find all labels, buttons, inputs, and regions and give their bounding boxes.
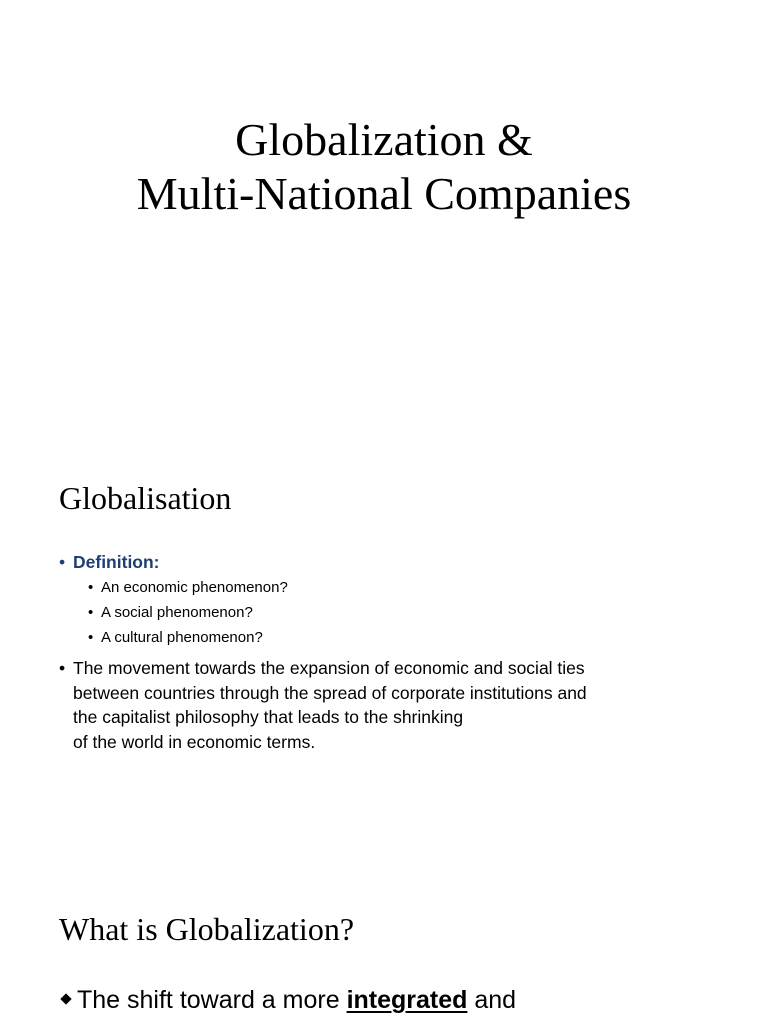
movement-line-3: the capitalist philosophy that leads to the shrinking <box>73 707 464 727</box>
movement-line-4: of the world in economic terms. <box>73 731 316 752</box>
bullet-suffix: and <box>467 986 517 1014</box>
bullet-prefix: The shift toward a more <box>77 986 347 1014</box>
movement-line-2: between countries through the spread of corporate institutions and <box>73 682 587 703</box>
integrated-emphasis: integrated <box>346 986 468 1014</box>
globalisation-heading: Globalisation <box>59 480 232 516</box>
title-line-1: Globalization & <box>235 114 533 165</box>
sub-item-cultural: • A cultural phenomenon? <box>88 626 288 651</box>
movement-line-1: • The movement towards the expansion of economic and social ties <box>73 658 585 678</box>
title-line-2: Multi-National Companies <box>136 168 632 219</box>
definition-label: • Definition: <box>59 550 713 575</box>
definition-sub-list <box>88 576 288 650</box>
sub-item-economic: • An economic phenomenon? <box>88 576 288 601</box>
movement-definition <box>59 656 713 754</box>
what-is-globalization-heading: What is Globalization? <box>59 911 355 947</box>
sub-item-social: • A social phenomenon? <box>88 601 288 626</box>
integrated-shift-bullet <box>59 983 516 1017</box>
diamond-bullet-icon <box>60 993 71 1004</box>
